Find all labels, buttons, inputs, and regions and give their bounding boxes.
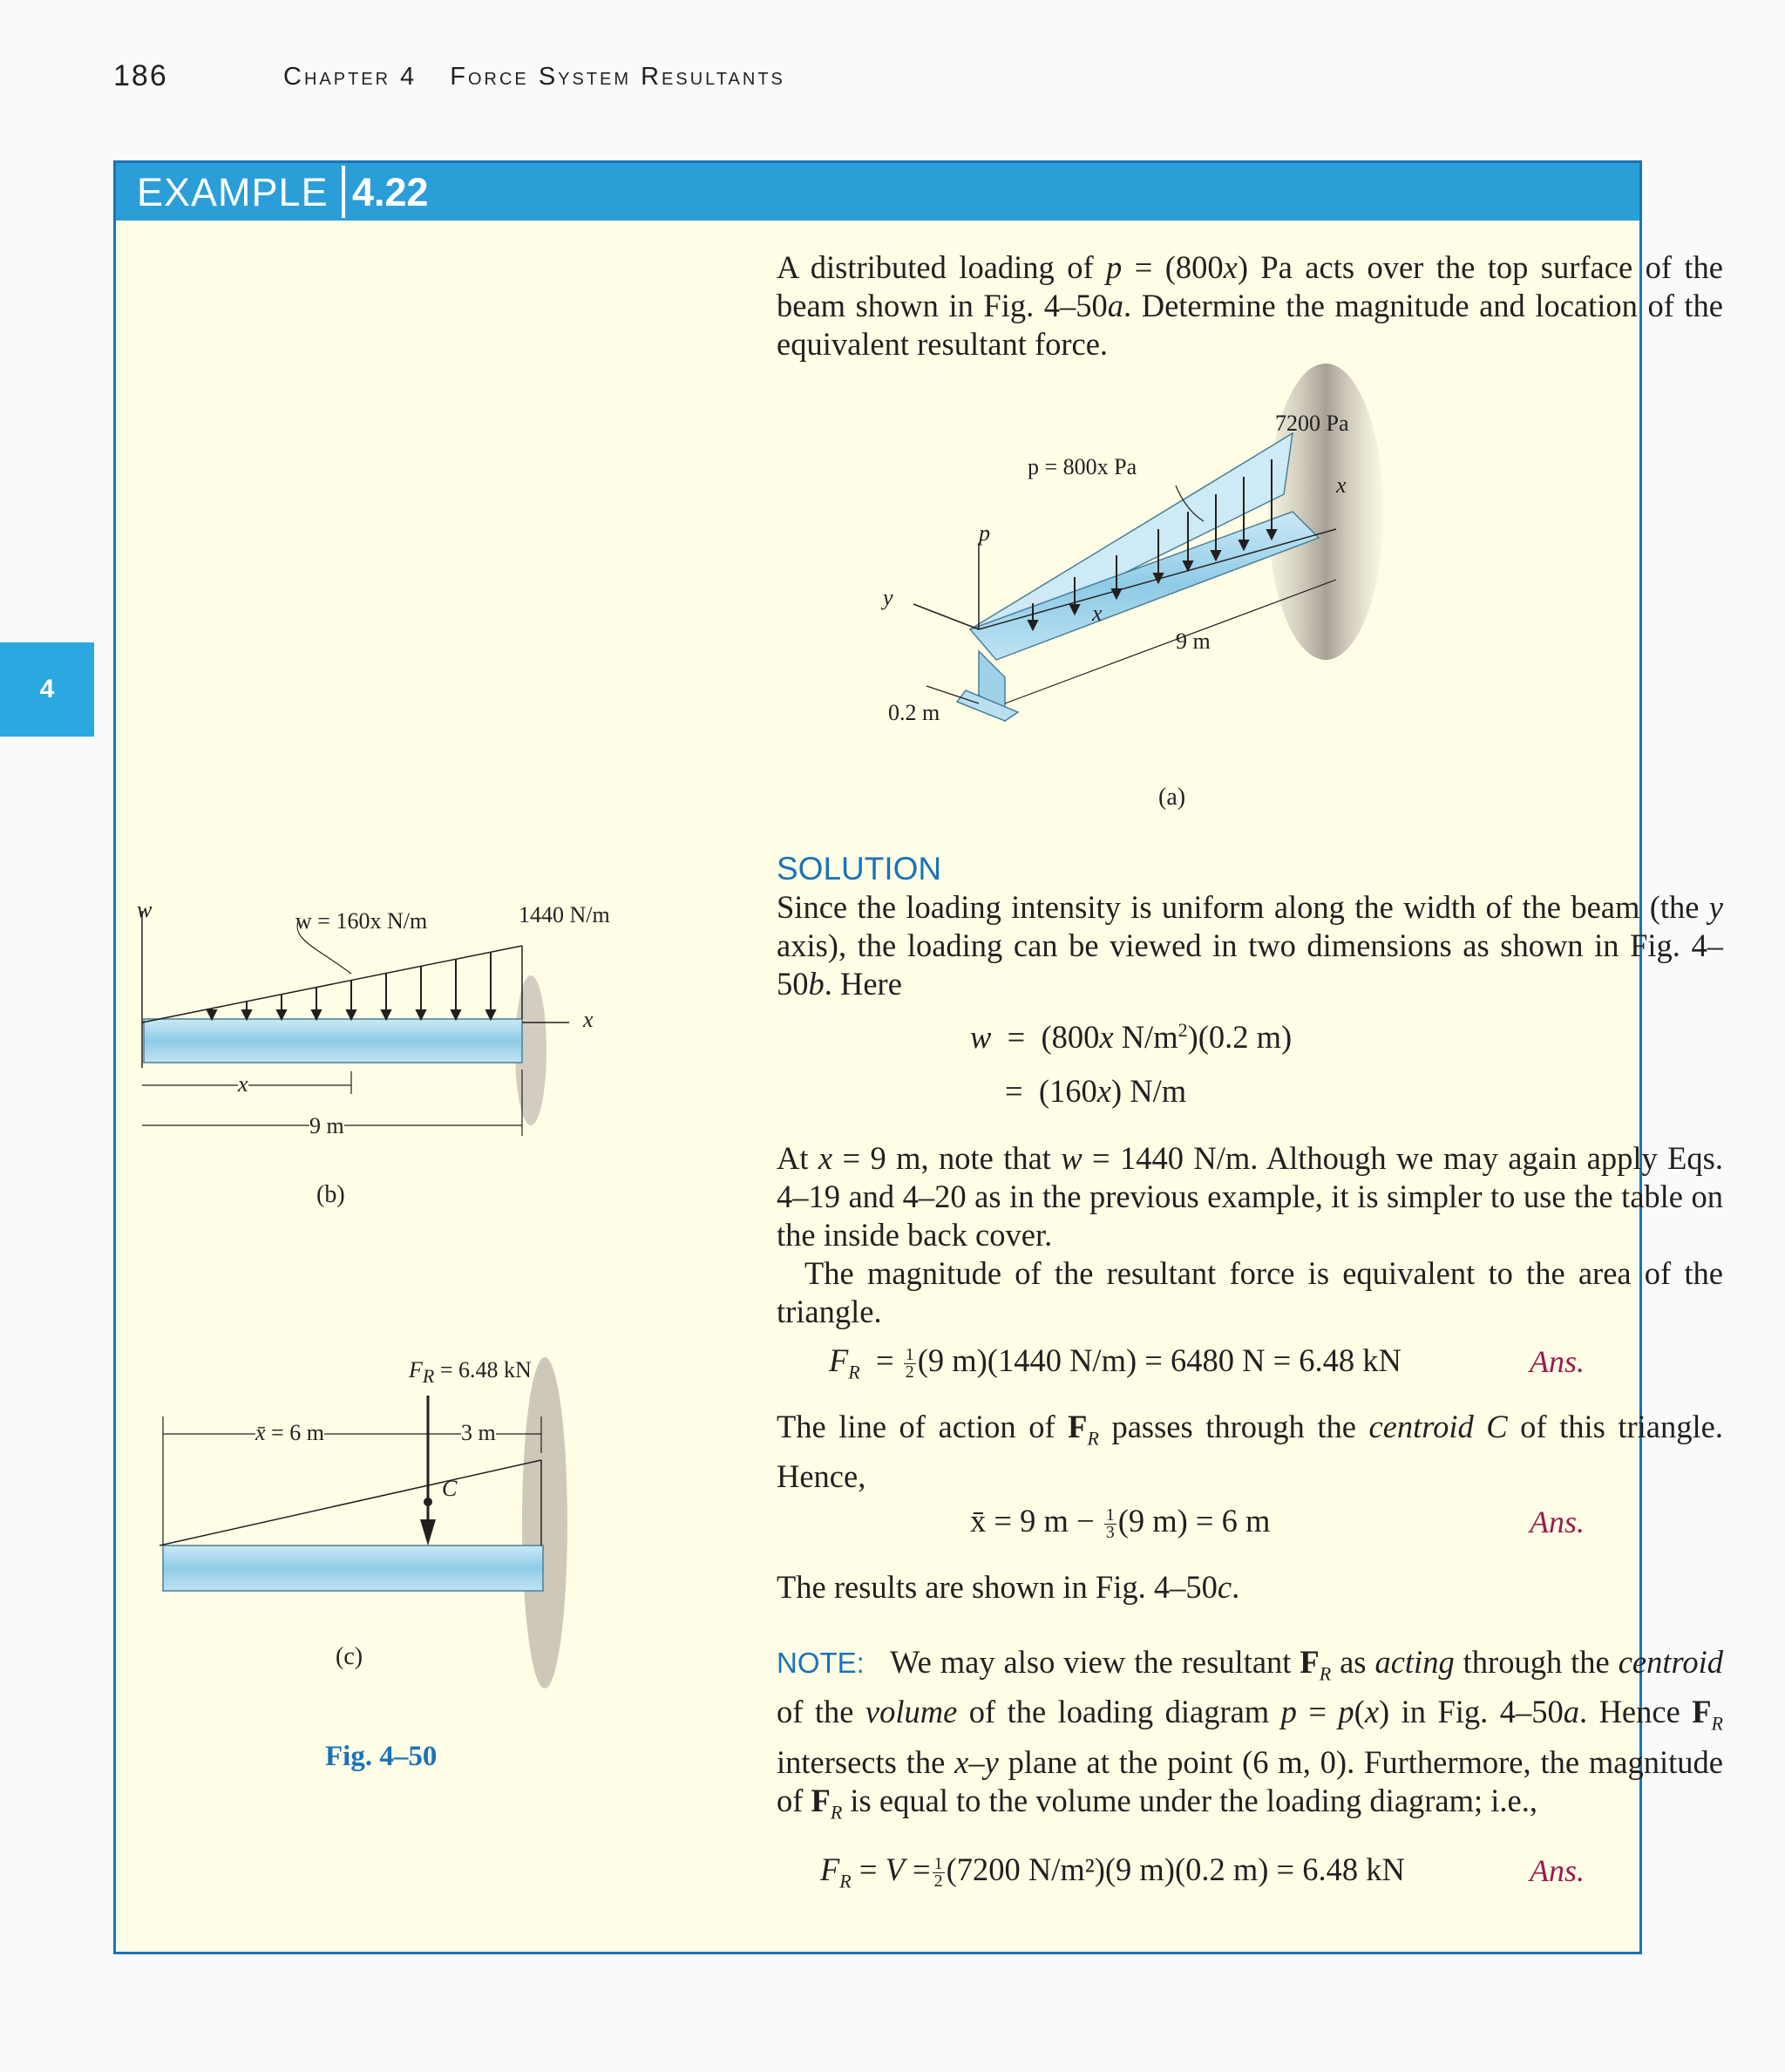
solution-para4: The line of action of $F_R$ passes through the centroid C of this triangle. Hence, xyxy=(777,1409,1723,1495)
fig-b-caption: (b) xyxy=(316,1181,345,1208)
figure-c xyxy=(116,163,1645,1957)
equation-w-1: w = (800x $N/m^2)(0.2$ m) xyxy=(970,1018,1293,1055)
fig-a-label-p-eq: p = 800x Pa xyxy=(1028,454,1137,479)
fig-a-label-02m: 0.2 m xyxy=(888,700,940,725)
solution-para1: Since the loading intensity is uniform along the width of the beam (the y axis), the loading can be viewed in two dimensions as shown in Fig. 4–50b. Here xyxy=(777,889,1723,1002)
answer-1: Ans. xyxy=(1530,1344,1585,1379)
example-label: EXAMPLE xyxy=(137,170,329,214)
example-number: 4.22 xyxy=(352,170,429,214)
page-number: 186 xyxy=(113,59,168,92)
example-box xyxy=(113,160,1724,1954)
note-heading: NOTE: xyxy=(777,1647,865,1679)
note-paragraph: NOTE: We may also view the resultant $F_R$ as acting through the centroid of the volume of the loading diagram p = p(x) in Fig. 4–50a. Hence $F_R$ intersects the x–y plane at the point (6 m, 0). Furthermore, the magnitude of $F_R$ is equal to the volume under the loading diagram; i.e., xyxy=(777,1644,1724,1823)
problem-text: A distributed loading of p = (800x) Pa acts over the top surface of the beam shown in Fig. 4–50a. Determine the magnitude and location of the equivalent resultant force. xyxy=(777,249,1723,362)
fig-b-label-w-axis: w xyxy=(137,897,153,922)
fig-a-label-x-inner: x xyxy=(1092,601,1103,626)
solution-para3: The magnitude of the resultant force is equivalent to the area of the triangle. xyxy=(777,1255,1723,1329)
figure-label: Fig. 4–50 xyxy=(325,1741,438,1772)
fig-a-label-7200: 7200 Pa xyxy=(1275,411,1349,436)
solution-para5: The results are shown in Fig. 4–50c. xyxy=(777,1569,1240,1605)
fig-b-label-x-axis: x xyxy=(583,1007,594,1032)
running-head xyxy=(283,63,785,92)
chapter-label: Chapter 4 xyxy=(283,63,417,91)
fig-c-label-xbar: x̄ = 6 m xyxy=(255,1420,324,1445)
fig-c-label-3m: 3 m xyxy=(461,1420,496,1445)
chapter-tab: 4 xyxy=(0,642,94,737)
fig-a-label-9m: 9 m xyxy=(1176,628,1211,654)
equation-w-2: = (160x) N/m xyxy=(1005,1073,1187,1109)
eq3-body: (9 m)(1440 N/m) = 6480 N = 6.48 kN xyxy=(917,1342,1402,1378)
eq4-a: x̄ = 9 m − xyxy=(970,1503,1095,1539)
fig-b-label-x-dim: x xyxy=(238,1071,248,1097)
fig-c-label-FR: $F_R = 6.48$ kN xyxy=(409,1357,532,1388)
fig-b-label-w-eq: w = 160x N/m xyxy=(295,908,428,934)
answer-2: Ans. xyxy=(1530,1505,1585,1539)
solution-heading: SOLUTION xyxy=(777,851,942,887)
eq1-lhs: w xyxy=(970,1019,992,1055)
equation-FR: $F_R$ = $\frac{1}{2}$ (9 m)(1440 N/m) = 6480 N = 6.48 kN xyxy=(829,1342,1402,1383)
chapter-title: Force System Resultants xyxy=(450,63,785,91)
equation-volume: $F_R = V$ = $\frac{1}{2}$ (7200 N/m²)(9 m)(0.2 m) = 6.48 kN xyxy=(820,1851,1405,1892)
fig-c-label-C: C xyxy=(442,1476,458,1501)
fig-b-label-1440: 1440 N/m xyxy=(519,902,610,927)
fig-b-label-9m: 9 m xyxy=(309,1113,344,1138)
solution-para2: At x = 9 m, note that w = 1440 N/m. Although we may again apply Eqs. 4–19 and 4–20 as in the previous example, it is simpler to use the table on the inside back cover. xyxy=(777,1140,1723,1253)
beam-2d-c xyxy=(163,1546,543,1591)
centroid-point xyxy=(424,1498,432,1506)
eq5-body: (7200 N/m²)(9 m)(0.2 m) = 6.48 kN xyxy=(946,1851,1405,1887)
eq4-b: (9 m) = 6 m xyxy=(1117,1503,1271,1539)
answer-3: Ans. xyxy=(1530,1853,1585,1888)
fig-c-caption: (c) xyxy=(336,1643,363,1670)
equation-xbar: x̄ = 9 m − $\frac{1}{3}$ (9 m) = 6 m xyxy=(970,1503,1271,1543)
fig-a-label-p: p xyxy=(979,520,990,546)
fig-a-label-y: y xyxy=(883,585,893,610)
fig-a-caption: (a) xyxy=(1158,784,1186,811)
fig-a-label-x-axis: x xyxy=(1336,472,1347,498)
